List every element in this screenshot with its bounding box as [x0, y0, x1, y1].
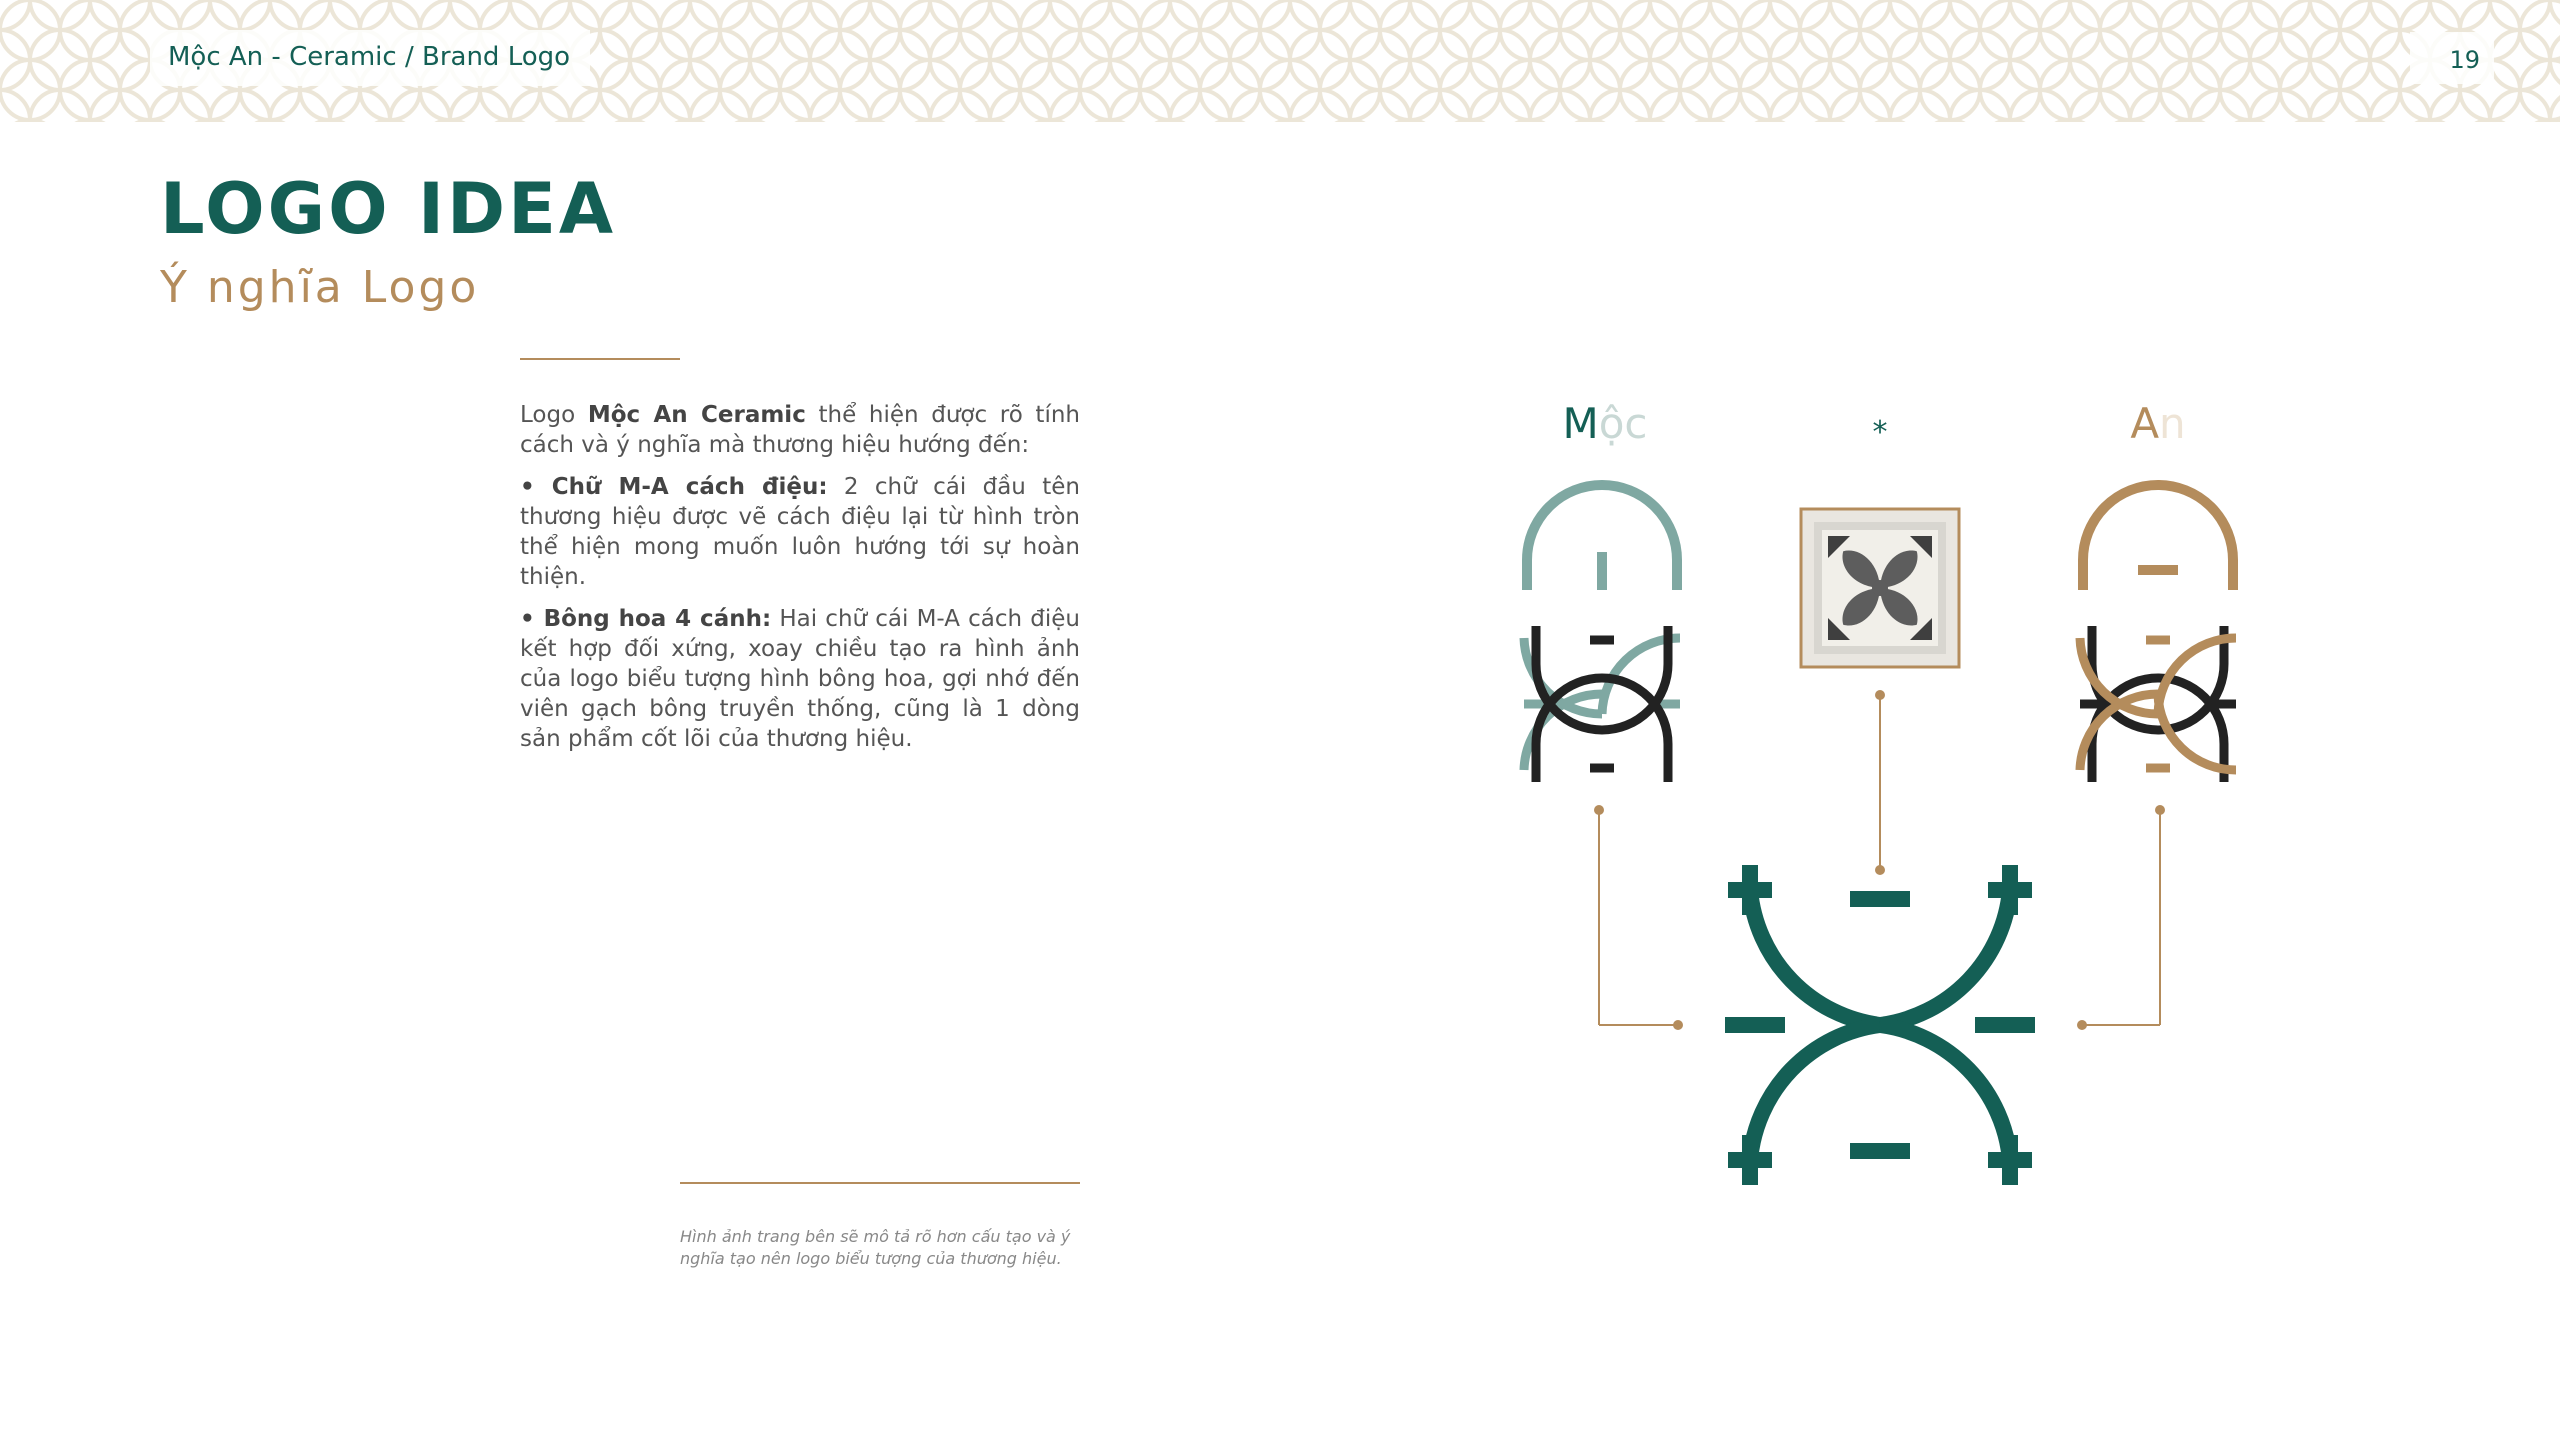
intro-paragraph: Logo Mộc An Ceramic thể hiện được rõ tính cách và ý nghĩa mà thương hiệu hướng đến:: [520, 402, 1080, 458]
label-moc: Mộc: [1562, 399, 1648, 448]
footnote: Hình ảnh trang bên sẽ mô tả rõ hơn cấu tạo và ý nghĩa tạo nên logo biểu tượng của thương hiệu.: [680, 1227, 1071, 1268]
divider-top: [520, 358, 680, 360]
label-star: *: [1872, 415, 1888, 450]
connector-lines: [1599, 695, 2160, 1025]
header-title: Mộc An - Ceramic / Brand Logo: [168, 42, 571, 72]
point-flower: • Bông hoa 4 cánh: Hai chữ cái M-A cách điệu kết hợp đối xứng, xoay chiều tạo ra hình ảnh của logo biểu tượng hình bông hoa, gợi nhớ đến viên gạch bông truyền thống, cũng là 1 dòng sản phẩm cốt lõi của thương hiệu.: [520, 606, 1080, 752]
body-text: [520, 400, 1080, 766]
label-an: An: [2130, 399, 2186, 448]
page-subtitle: Ý nghĩa Logo: [160, 262, 480, 313]
monogram-left-icon: [1524, 626, 1680, 782]
monogram-right-icon: [2080, 626, 2236, 782]
page-title: LOGO IDEA: [160, 168, 617, 250]
letter-a-icon: [2083, 485, 2233, 590]
flower-logo-icon: [1725, 865, 2035, 1185]
tile-image: [1801, 509, 1959, 667]
page-number: 19: [2449, 46, 2480, 74]
connector-dots: [1594, 690, 2165, 1030]
letter-m-icon: [1527, 485, 1677, 590]
point-monogram: • Chữ M-A cách điệu: 2 chữ cái đầu tên thương hiệu được vẽ cách điệu lại từ hình tròn thể hiện mong muốn luôn hướng tới sự hoàn thiện.: [520, 474, 1080, 590]
divider-bottom: [680, 1182, 1080, 1184]
